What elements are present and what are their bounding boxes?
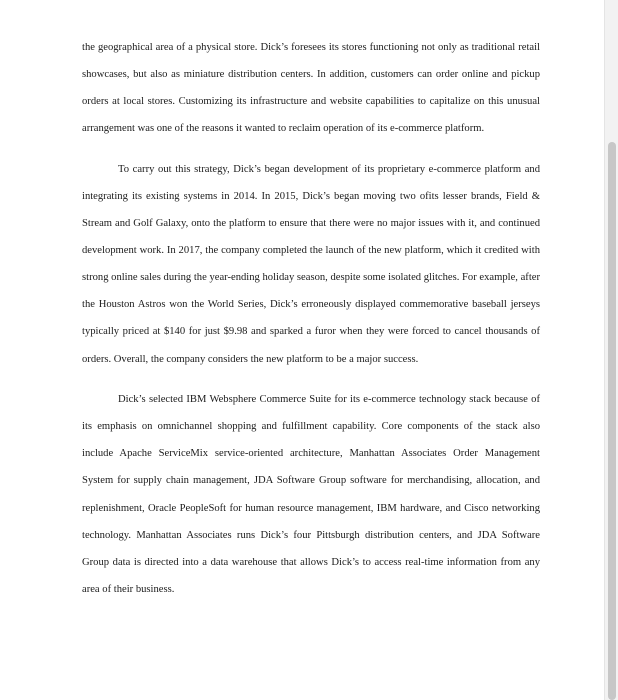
- paragraph-continuation: the geographical area of a physical store. Dick’s foresees its stores functioning not only as traditional retail showcases, but also as miniature distribution centers. In addition, customers can order online and pickup orders at local stores. Customizing its infrastructure and website capabilities to capitalize on this unusual arrangement was one of the reasons it wanted to reclaim operation of its e-commerce platform.: [82, 42, 540, 135]
- vertical-scrollbar[interactable]: [604, 0, 618, 700]
- paragraph-strategy: To carry out this strategy, Dick’s began development of its proprietary e-commerce platform and integrating its existing systems in 2014. In 2015, Dick’s began moving two ofits lesser brands, Field & Stream and Golf Galaxy, onto the platform to ensure that there were no major issues with it, and continued development work. In 2017, the company completed the launch of the new platform, which it credited with strong online sales during the year-ending holiday season, despite some isolated glitches. For example, after the Houston Astros won the World Series, Dick’s erroneously displayed commemorative baseball jerseys typically priced at $140 for just $9.98 and sparked a furor when they were forced to cancel thousands of orders. Overall, the company considers the new platform to be a major success.: [82, 163, 540, 365]
- paragraph-technology-stack: Dick’s selected IBM Websphere Commerce Suite for its e-commerce technology stack because of its emphasis on omnichannel shopping and fulfillment capability. Core components of the stack also include Apache ServiceMix service-oriented architecture, Manhattan Associates Order Management System for supply chain management, JDA Software Group software for merchandising, allocation, and replenishment, Oracle PeopleSoft for human resource management, IBM hardware, and Cisco networking technology. Manhattan Associates runs Dick’s four Pittsburgh distribution centers, and JDA Software Group data is directed into a data warehouse that allows Dick’s to access real-time information from any area of their business.: [82, 394, 540, 595]
- scrollbar-thumb[interactable]: [608, 142, 616, 700]
- document-body: [82, 34, 540, 616]
